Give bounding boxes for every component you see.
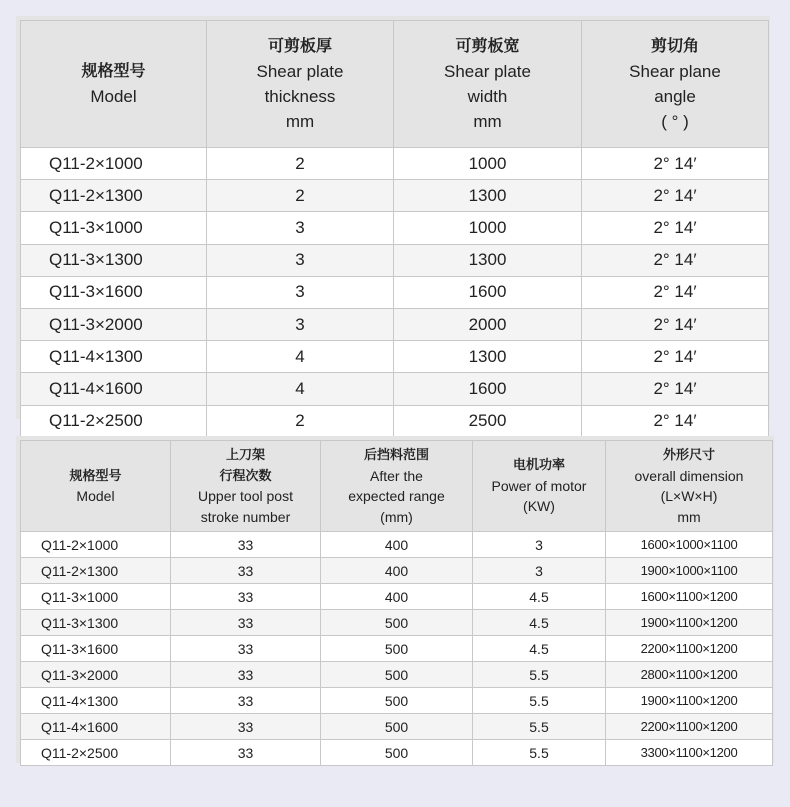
cell-thickness: 4	[207, 373, 394, 405]
cell-width: 1300	[394, 341, 582, 373]
cell-angle: 2° 14′	[582, 276, 769, 308]
cell-power: 4.5	[473, 610, 606, 636]
cell-angle: 2° 14′	[582, 212, 769, 244]
header-en: mm	[285, 112, 315, 131]
cell-angle: 2° 14′	[582, 341, 769, 373]
header-en: (L×W×H)	[660, 488, 718, 504]
header-en: Model	[90, 87, 137, 106]
header-cn: 可剪板宽	[455, 38, 520, 55]
table-row	[21, 308, 769, 340]
header-width	[394, 21, 582, 148]
cell-model: Q11-3×1600	[21, 636, 171, 662]
table-row	[21, 662, 773, 688]
cell-thickness: 3	[207, 308, 394, 340]
cell-range: 500	[321, 636, 473, 662]
header-cn: 规格型号	[69, 467, 122, 483]
shear-specs-table	[20, 20, 769, 438]
header-en: (KW)	[523, 498, 555, 515]
header-en: mm	[677, 508, 701, 525]
cell-model: Q11-3×1000	[21, 584, 171, 610]
table-row	[21, 148, 769, 180]
header-model	[21, 21, 207, 148]
cell-angle: 2° 14′	[582, 148, 769, 180]
table-row	[21, 636, 773, 662]
cell-dimension: 2200×1100×1200	[606, 714, 773, 740]
performance-table-card	[16, 436, 774, 763]
cell-model: Q11-3×2000	[21, 662, 171, 688]
cell-power: 5.5	[473, 740, 606, 766]
cell-model: Q11-3×1300	[21, 244, 207, 276]
cell-angle: 2° 14′	[582, 308, 769, 340]
cell-power: 5.5	[473, 688, 606, 714]
table-row	[21, 405, 769, 437]
cell-model: Q11-4×1600	[21, 714, 171, 740]
header-en: Shear plate	[256, 62, 344, 81]
header-en: Shear plate	[444, 62, 531, 81]
cell-model: Q11-4×1300	[21, 688, 171, 714]
cell-thickness: 2	[207, 405, 394, 437]
cell-dimension: 1900×1100×1200	[606, 610, 773, 636]
table-row	[21, 532, 773, 558]
cell-model: Q11-2×1000	[21, 532, 171, 558]
cell-dimension: 1900×1000×1100	[606, 558, 773, 584]
cell-strokes: 33	[171, 532, 321, 558]
cell-strokes: 33	[171, 662, 321, 688]
cell-model: Q11-2×2500	[21, 740, 171, 766]
header-en: Power of motor	[491, 477, 587, 494]
table-row	[21, 244, 769, 276]
cell-power: 5.5	[473, 714, 606, 740]
cell-dimension: 2800×1100×1200	[606, 662, 773, 688]
cell-strokes: 33	[171, 584, 321, 610]
header-cn: 外形尺寸	[662, 447, 715, 462]
cell-thickness: 2	[207, 148, 394, 180]
cell-power: 3	[473, 532, 606, 558]
header-en: ( ° )	[661, 112, 689, 131]
cell-dimension: 1900×1100×1200	[606, 688, 773, 714]
table-row	[21, 373, 769, 405]
header-cn: 电机功率	[512, 457, 565, 473]
header-en: (mm)	[380, 508, 413, 525]
cell-model: Q11-2×1000	[21, 148, 207, 180]
cell-thickness: 3	[207, 244, 394, 276]
cell-strokes: 33	[171, 688, 321, 714]
cell-model: Q11-4×1300	[21, 341, 207, 373]
cell-model: Q11-3×2000	[21, 308, 207, 340]
cell-model: Q11-4×1600	[21, 373, 207, 405]
table-row	[21, 610, 773, 636]
cell-model: Q11-2×2500	[21, 405, 207, 437]
cell-width: 2000	[394, 308, 582, 340]
cell-model: Q11-2×1300	[21, 558, 171, 584]
cell-dimension: 2200×1100×1200	[606, 636, 773, 662]
specs-table-card	[16, 16, 770, 431]
table-row	[21, 584, 773, 610]
header-cn: 可剪板厚	[267, 38, 332, 55]
table-row	[21, 740, 773, 766]
cell-thickness: 3	[207, 212, 394, 244]
cell-thickness: 2	[207, 180, 394, 212]
cell-power: 5.5	[473, 662, 606, 688]
header-en: angle	[654, 87, 696, 106]
cell-width: 1300	[394, 244, 582, 276]
cell-angle: 2° 14′	[582, 244, 769, 276]
header-en: After the	[370, 467, 423, 484]
table-row	[21, 714, 773, 740]
table-row	[21, 688, 773, 714]
header-en: width	[467, 87, 508, 106]
cell-range: 500	[321, 740, 473, 766]
table-row	[21, 558, 773, 584]
header-en: Shear plane	[629, 62, 721, 81]
header-model	[21, 441, 171, 532]
cell-angle: 2° 14′	[582, 373, 769, 405]
cell-strokes: 33	[171, 558, 321, 584]
cell-dimension: 1600×1000×1100	[606, 532, 773, 558]
cell-model: Q11-3×1000	[21, 212, 207, 244]
table-row	[21, 276, 769, 308]
cell-range: 400	[321, 584, 473, 610]
header-en: thickness	[264, 87, 336, 106]
cell-strokes: 33	[171, 610, 321, 636]
table-header-row	[21, 441, 773, 532]
header-en: overall dimension	[634, 467, 744, 484]
header-range	[321, 441, 473, 532]
cell-thickness: 3	[207, 276, 394, 308]
cell-power: 4.5	[473, 636, 606, 662]
table-header-row	[21, 21, 769, 148]
header-en: Model	[76, 488, 115, 504]
table-row	[21, 341, 769, 373]
cell-width: 1300	[394, 180, 582, 212]
cell-range: 400	[321, 558, 473, 584]
cell-model: Q11-3×1300	[21, 610, 171, 636]
header-en: stroke number	[200, 508, 291, 525]
cell-width: 1600	[394, 373, 582, 405]
cell-strokes: 33	[171, 636, 321, 662]
cell-thickness: 4	[207, 341, 394, 373]
cell-strokes: 33	[171, 714, 321, 740]
performance-specs-table	[20, 440, 773, 766]
cell-width: 1000	[394, 212, 582, 244]
header-cn: 上刀架	[225, 447, 265, 462]
header-cn: 行程次数	[219, 467, 272, 483]
cell-strokes: 33	[171, 740, 321, 766]
table-row	[21, 212, 769, 244]
header-power	[473, 441, 606, 532]
cell-power: 4.5	[473, 584, 606, 610]
header-dimension	[606, 441, 773, 532]
header-en: expected range	[348, 488, 445, 504]
cell-power: 3	[473, 558, 606, 584]
cell-dimension: 3300×1100×1200	[606, 740, 773, 766]
header-en: Upper tool post	[198, 488, 293, 504]
header-cn: 规格型号	[81, 63, 146, 80]
cell-width: 1600	[394, 276, 582, 308]
header-angle	[582, 21, 769, 148]
cell-range: 400	[321, 532, 473, 558]
cell-range: 500	[321, 662, 473, 688]
cell-model: Q11-2×1300	[21, 180, 207, 212]
cell-width: 1000	[394, 148, 582, 180]
cell-angle: 2° 14′	[582, 180, 769, 212]
header-thickness	[207, 21, 394, 148]
table-row	[21, 180, 769, 212]
cell-model: Q11-3×1600	[21, 276, 207, 308]
cell-width: 2500	[394, 405, 582, 437]
header-stroke	[171, 441, 321, 532]
cell-range: 500	[321, 688, 473, 714]
cell-range: 500	[321, 714, 473, 740]
header-cn: 后挡料范围	[363, 447, 429, 462]
cell-angle: 2° 14′	[582, 405, 769, 437]
header-cn: 剪切角	[650, 38, 699, 55]
header-en: mm	[473, 112, 502, 131]
cell-dimension: 1600×1100×1200	[606, 584, 773, 610]
cell-range: 500	[321, 610, 473, 636]
